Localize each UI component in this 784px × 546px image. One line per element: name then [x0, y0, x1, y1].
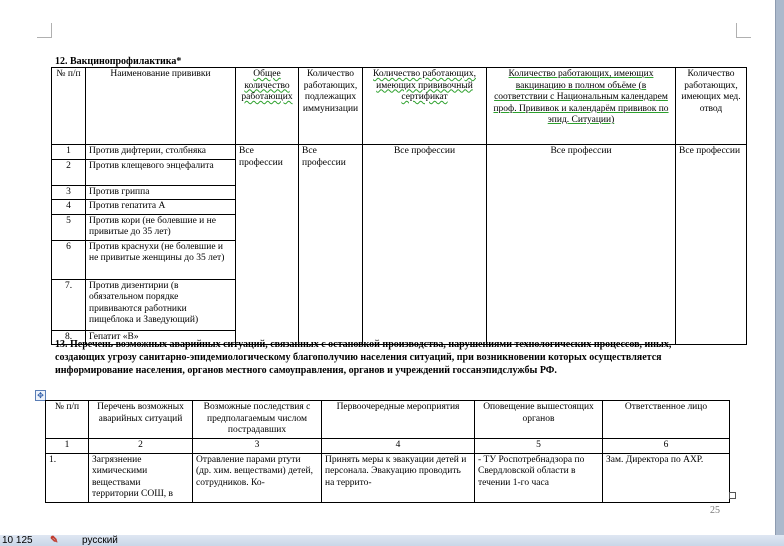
table-resize-handle[interactable]: [729, 492, 736, 499]
row-num: 5: [52, 214, 86, 240]
value-full-vaccination: Все профессии: [487, 145, 676, 345]
col-number: 2: [89, 439, 193, 454]
header-num: № п/п: [46, 401, 89, 439]
row-num: 7.: [52, 279, 86, 330]
header-consequences: Возможные последствия с предполагаемым числом пострадавших: [193, 401, 322, 439]
row-consequences: Отравление парами ртути (др. хим. веществами) детей, сотрудников. Ко-: [193, 453, 322, 502]
row-num: 3: [52, 185, 86, 200]
table-header-row: [52, 68, 747, 145]
spellcheck-icon[interactable]: ✎: [50, 535, 59, 546]
row-name: Против дизентирии (в обязательном порядке прививаются работники пищеблока и Заведующий): [86, 279, 236, 330]
vaccination-table: [51, 67, 747, 345]
row-name: Против гриппа: [86, 185, 236, 200]
margin-marker: [37, 23, 52, 38]
row-num: 4: [52, 200, 86, 215]
table-row: [52, 145, 747, 160]
emergency-table: [45, 400, 730, 503]
header-total: Общее количество работающих: [236, 68, 299, 145]
row-name: Против дифтерии, столбняка: [86, 145, 236, 160]
col-number: 3: [193, 439, 322, 454]
value-certificate: Все профессии: [363, 145, 487, 345]
value-total: Все профессии: [236, 145, 299, 345]
page-number: 25: [710, 505, 720, 516]
status-bar: [0, 535, 784, 546]
col-number: 1: [46, 439, 89, 454]
header-full-vaccination: Количество работающих, имеющих вакцинацию в полном объёме (в соответствии с Национальным календарем проф. Прививок и календарём прививок по эпид. Ситуации): [487, 68, 676, 145]
value-subject: Все профессии: [299, 145, 363, 345]
section-12-title: 12. Вакцинопрофилактика*: [55, 56, 182, 67]
col-number: 6: [603, 439, 730, 454]
row-name: Против кори (не болевшие и не привитые до 35 лет): [86, 214, 236, 240]
row-situation: Загрязнение химическими веществами территории СОШ, в: [89, 453, 193, 502]
row-num: 2: [52, 159, 86, 185]
word-count[interactable]: 10 125: [2, 535, 33, 546]
header-subject: Количество работающих, подлежащих иммунизации: [299, 68, 363, 145]
col-number: 5: [475, 439, 603, 454]
header-name: Наименование прививки: [86, 68, 236, 145]
row-measures: Принять меры к эвакуации детей и персонала. Эвакуацию проводить на террито-: [322, 453, 475, 502]
row-name: Против краснухи (не болевшие и не привитые женщины до 35 лет): [86, 240, 236, 279]
margin-marker: [736, 23, 751, 38]
header-certificate: Количество работающих, имеющих прививочный сертификат: [363, 68, 487, 145]
header-responsible: Ответственное лицо: [603, 401, 730, 439]
header-med-exemption: Количество работающих, имеющих мед. отвод: [676, 68, 747, 145]
row-num: 8.: [52, 330, 86, 345]
column-number-row: [46, 439, 730, 454]
header-situations: Перечень возможных аварийных ситуаций: [89, 401, 193, 439]
row-name: Гепатит «В»: [86, 330, 236, 345]
row-notification: - ТУ Роспотребнадзора по Свердловской области в течении 1-го часа: [475, 453, 603, 502]
row-responsible: Зам. Директора по АХР.: [603, 453, 730, 502]
row-num: 1.: [46, 453, 89, 502]
table-header-row: [46, 401, 730, 439]
header-notification: Оповещение вышестоящих органов: [475, 401, 603, 439]
section-13-title: 13. Перечень возможных аварийных ситуаций, связанных с остановкой производства, нарушениями технологических процессов, иных, создающих угрозу санитарно-эпидемиологическому благополучию населения ситуаций, при возникновении которых осуществляется информирование населения, органов местного самоуправления, органов и учреждений госсанэпидслужбы РФ.: [55, 339, 672, 376]
value-med-exemption: Все профессии: [676, 145, 747, 345]
header-measures: Первоочередные мероприятия: [322, 401, 475, 439]
table-row: [46, 453, 730, 502]
col-number: 4: [322, 439, 475, 454]
header-num: № п/п: [52, 68, 86, 145]
row-num: 6: [52, 240, 86, 279]
row-name: Против клещевого энцефалита: [86, 159, 236, 185]
row-num: 1: [52, 145, 86, 160]
table-move-handle-icon[interactable]: ✥: [35, 390, 46, 401]
row-name: Против гепатита А: [86, 200, 236, 215]
language-indicator[interactable]: русский: [82, 535, 118, 546]
